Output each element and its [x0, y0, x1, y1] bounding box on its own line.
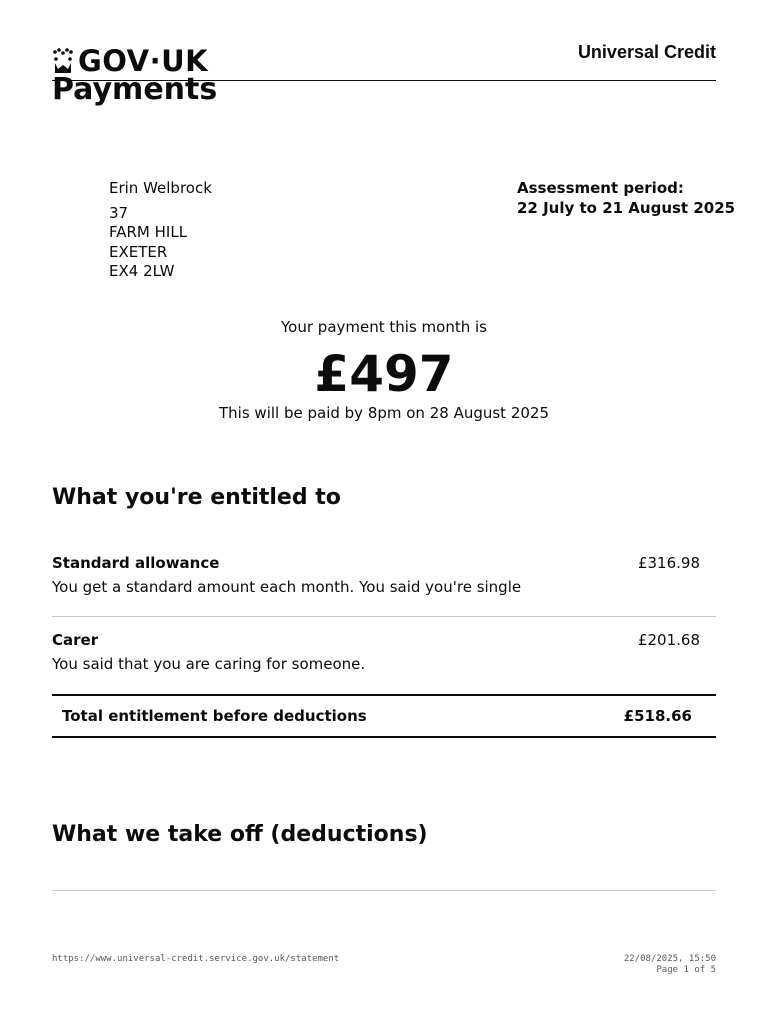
assessment-period-dates: 22 July to 21 August 2025: [517, 198, 736, 217]
payment-date: This will be paid by 8pm on 28 August 2025: [219, 404, 549, 422]
page-title: Payments: [52, 72, 218, 107]
payment-amount: £497: [314, 345, 454, 403]
total-entitlement-value: £518.66: [623, 707, 692, 725]
assessment-period: [517, 179, 735, 218]
address-line: 37: [109, 203, 129, 222]
entitlement-item: [52, 630, 716, 674]
recipient-name: Erin Welbrock: [109, 179, 212, 197]
entitlement-item-amount: £201.68: [637, 631, 700, 649]
address-line: FARM HILL: [109, 223, 188, 241]
entitlement-heading: What you're entitled to: [52, 485, 341, 510]
address-line: EXETER: [109, 242, 168, 261]
entitlement-item-description: You get a standard amount each month. You said you're single: [52, 578, 522, 596]
entitlement-item-title: Standard allowance: [52, 554, 220, 572]
total-entitlement-label: Total entitlement before deductions: [62, 707, 367, 725]
recipient-address: [109, 179, 212, 282]
footer-timestamp: 22/08/2025, 15:50: [623, 954, 716, 964]
entitlement-item-description: You said that you are caring for someone.: [52, 655, 366, 673]
footer-page-number: Page 1 of 5: [656, 965, 716, 975]
entitlement-item-title: Carer: [52, 631, 99, 649]
govuk-logo-text: GOV·UK: [78, 44, 209, 78]
assessment-period-label: Assessment period:: [517, 179, 684, 197]
footer-url[interactable]: https://www.universal-credit.service.gov.uk/statement: [52, 954, 340, 964]
deductions-divider: [52, 890, 716, 891]
service-name: Universal Credit: [577, 42, 716, 62]
entitlement-item: [52, 553, 716, 597]
total-entitlement-row: [52, 694, 716, 738]
row-divider: [52, 616, 716, 617]
deductions-heading: What we take off (deductions): [52, 822, 428, 847]
entitlement-item-amount: £316.98: [637, 554, 700, 572]
footer-meta: [624, 954, 716, 976]
address-line: EX4 2LW: [109, 262, 175, 280]
payment-label: Your payment this month is: [281, 318, 487, 336]
